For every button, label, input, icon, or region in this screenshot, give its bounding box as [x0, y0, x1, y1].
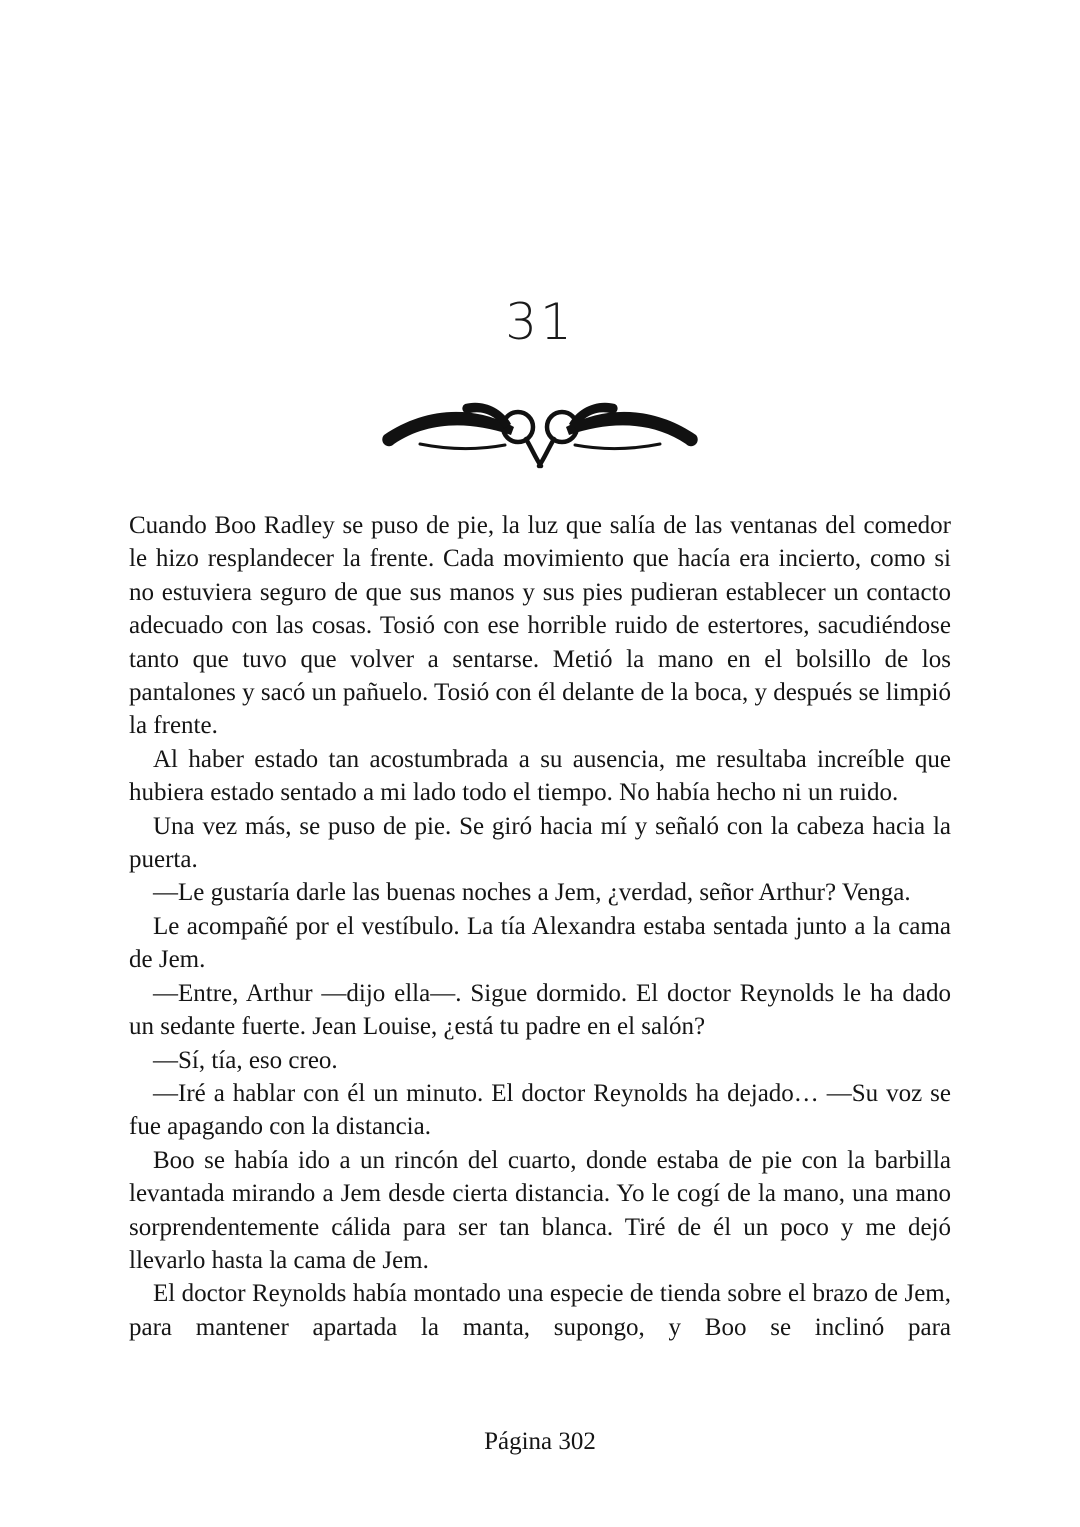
chapter-number: 31	[505, 293, 575, 351]
paragraph: Una vez más, se puso de pie. Se giró hacia mí y señaló con la cabeza hacia la puerta.	[129, 812, 951, 874]
paragraph: —Iré a hablar con él un minuto. El doctor Reynolds ha dejado… —Su voz se fue apagando con la distancia.	[129, 1079, 951, 1141]
paragraph: —Sí, tía, eso creo.	[153, 1046, 338, 1074]
paragraph: —Entre, Arthur —dijo ella—. Sigue dormido. El doctor Reynolds le ha dado un sedante fuerte. Jean Louise, ¿está tu padre en el salón?	[129, 979, 951, 1041]
paragraph: Al haber estado tan acostumbrada a su ausencia, me resultaba increíble que hubiera estado sentado a mi lado todo el tiempo. No había hecho ni un ruido.	[129, 745, 951, 807]
body-paragraphs	[129, 509, 951, 1344]
paragraph: Boo se había ido a un rincón del cuarto, donde estaba de pie con la barbilla levantada mirando a Jem desde cierta distancia. Yo le cogí de la mano, una mano sorprendentemente cálida para ser tan blanca. Tiré de él un poco y me dejó llevarlo hasta la cama de Jem.	[129, 1146, 951, 1274]
chapter-divider-flourish-icon	[370, 389, 710, 484]
paragraph: Le acompañé por el vestíbulo. La tía Alexandra estaba sentada junto a la cama de Jem.	[129, 912, 951, 974]
paragraph: El doctor Reynolds había montado una especie de tienda sobre el brazo de Jem, para mantener apartada la manta, supongo, y Boo se inclinó para	[129, 1280, 951, 1341]
page-number: Página 302	[484, 1428, 596, 1455]
paragraph: —Le gustaría darle las buenas noches a Jem, ¿verdad, señor Arthur? Venga.	[153, 879, 911, 907]
paragraph: Cuando Boo Radley se puso de pie, la luz que salía de las ventanas del comedor le hizo resplandecer la frente. Cada movimiento que hacía era incierto, como si no estuviera seguro de que sus manos y sus pies pudieran establecer un contacto adecuado con las cosas. Tosió con ese horrible ruido de estertores, sacudiéndose tanto que tuvo que volver a sentarse. Metió la mano en el bolsillo de los pantalones y sacó un pañuelo. Tosió con él delante de la boca, y después se limpió la frente.	[129, 512, 951, 740]
